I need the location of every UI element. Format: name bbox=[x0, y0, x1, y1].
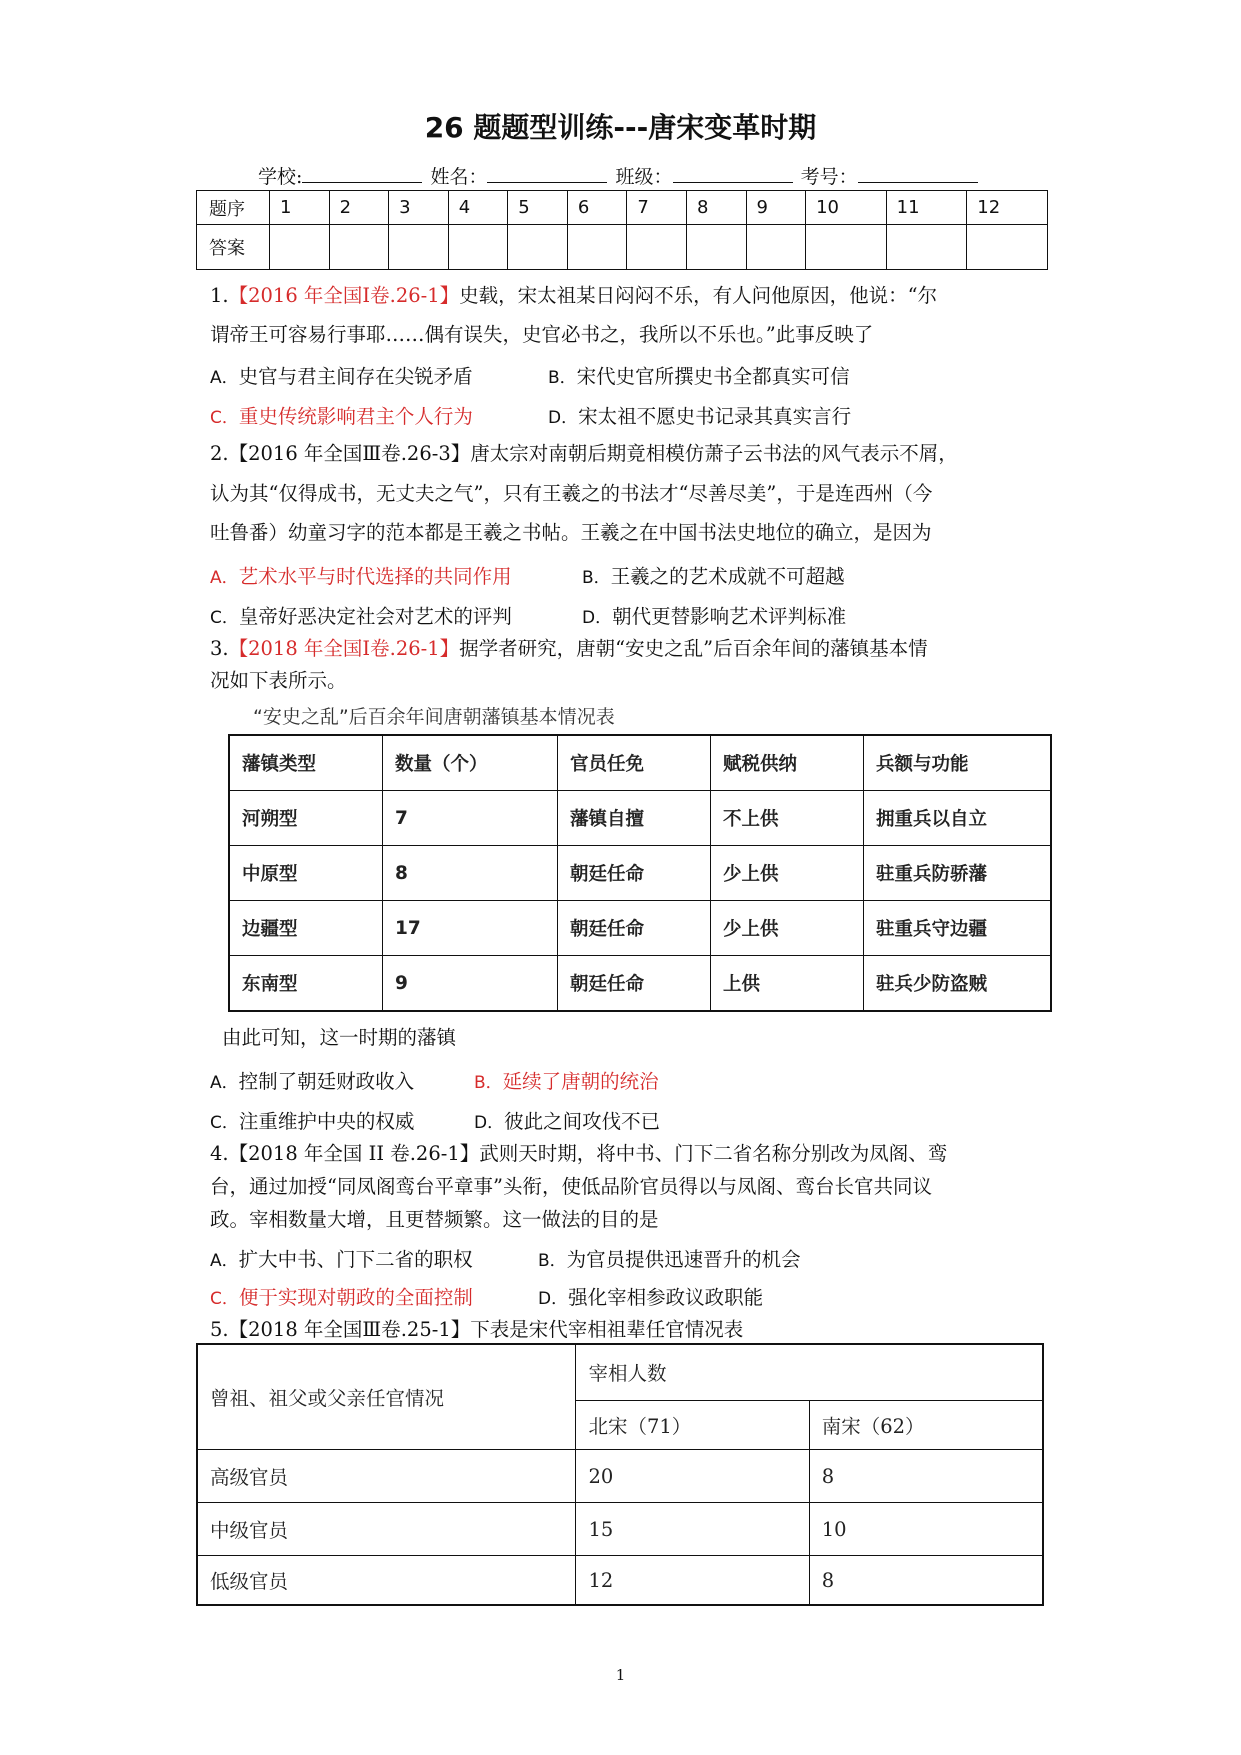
answer-grid-row-label: 题序 bbox=[197, 191, 270, 225]
page-title: 26 题题型训练---唐宋变革时期 bbox=[424, 111, 817, 144]
answer-cell[interactable] bbox=[806, 225, 887, 270]
table-cell: 上供 bbox=[711, 956, 864, 1012]
answer-cell[interactable] bbox=[329, 225, 389, 270]
table-cell: 10 bbox=[809, 1503, 1043, 1556]
question-number: 1. bbox=[210, 284, 229, 307]
table-cell: 驻重兵守边疆 bbox=[864, 901, 1052, 956]
table-header: 宰相人数 bbox=[576, 1344, 1043, 1400]
q1-option-d[interactable]: D．宋太祖不愿史书记录其真实言行 bbox=[548, 405, 852, 428]
question-3-line-1 bbox=[210, 632, 928, 666]
q4-option-a[interactable]: A．扩大中书、门下二省的职权 bbox=[210, 1248, 473, 1271]
table-header: 北宋（71） bbox=[576, 1400, 809, 1449]
table-cell: 8 bbox=[809, 1450, 1043, 1503]
answer-grid-number: 4 bbox=[448, 191, 508, 225]
table-header: 藩镇类型 bbox=[229, 735, 383, 791]
q3-option-b[interactable]: B．延续了唐朝的统治 bbox=[474, 1070, 659, 1093]
table-cell: 20 bbox=[576, 1450, 809, 1503]
class-label: 班级： bbox=[615, 166, 673, 188]
question-1-line-1 bbox=[210, 279, 937, 313]
q4-option-b[interactable]: B．为官员提供迅速晋升的机会 bbox=[538, 1248, 801, 1271]
table-cell: 低级官员 bbox=[197, 1556, 576, 1606]
answer-grid-number: 9 bbox=[746, 191, 806, 225]
question-3-line-2: 况如下表所示。 bbox=[210, 669, 347, 692]
question-stem: 史载，宋太祖某日闷闷不乐，有人问他原因，他说：“尔 bbox=[459, 284, 938, 307]
answer-cell[interactable] bbox=[270, 225, 330, 270]
fanzhen-table-caption: “安史之乱”后百余年间唐朝藩镇基本情况表 bbox=[253, 706, 615, 728]
q4-option-c[interactable]: C．便于实现对朝政的全面控制 bbox=[210, 1286, 473, 1309]
table-cell: 8 bbox=[383, 846, 558, 901]
table-row bbox=[197, 1556, 1043, 1606]
question-number: 5. bbox=[210, 1318, 229, 1341]
table-cell: 高级官员 bbox=[197, 1450, 576, 1503]
answer-cell[interactable] bbox=[389, 225, 449, 270]
question-source: 【2016 年全国Ⅲ卷.26-3】 bbox=[228, 442, 471, 465]
table-cell: 拥重兵以自立 bbox=[864, 791, 1052, 846]
question-number: 4. bbox=[210, 1142, 229, 1165]
answer-cell[interactable] bbox=[746, 225, 806, 270]
answer-grid-number: 2 bbox=[329, 191, 389, 225]
exam-no-blank[interactable] bbox=[858, 164, 978, 183]
table-cell: 东南型 bbox=[229, 956, 383, 1012]
table-cell: 7 bbox=[383, 791, 558, 846]
table-cell: 边疆型 bbox=[229, 901, 383, 956]
exam-no-label: 考号： bbox=[800, 166, 858, 188]
table-header: 兵额与功能 bbox=[864, 735, 1052, 791]
answer-grid-number: 11 bbox=[886, 191, 967, 225]
table-cell: 朝廷任命 bbox=[558, 846, 711, 901]
table-cell: 河朔型 bbox=[229, 791, 383, 846]
answer-cell[interactable] bbox=[448, 225, 508, 270]
answer-cell[interactable] bbox=[567, 225, 627, 270]
question-source: 【2018 年全国 II 卷.26-1】 bbox=[228, 1142, 480, 1165]
answer-grid-number: 7 bbox=[627, 191, 687, 225]
school-blank[interactable] bbox=[302, 164, 422, 183]
question-number: 3. bbox=[210, 637, 229, 660]
answer-cell[interactable] bbox=[627, 225, 687, 270]
question-stem: 下表是宋代宰相祖辈任官情况表 bbox=[470, 1318, 744, 1341]
answer-grid-number: 6 bbox=[567, 191, 627, 225]
table-cell: 不上供 bbox=[711, 791, 864, 846]
question-1-line-2: 谓帝王可容易行事耶……偶有误失，史官必书之，我所以不乐也。”此事反映了 bbox=[210, 323, 874, 346]
table-row bbox=[197, 1450, 1043, 1503]
table-row bbox=[229, 846, 1051, 901]
answer-grid bbox=[196, 190, 1048, 270]
name-label: 姓名： bbox=[430, 166, 488, 188]
table-row bbox=[229, 791, 1051, 846]
table-cell: 朝廷任命 bbox=[558, 956, 711, 1012]
q2-option-c[interactable]: C．皇帝好恶决定社会对艺术的评判 bbox=[210, 605, 512, 628]
q2-option-a[interactable]: A．艺术水平与时代选择的共同作用 bbox=[210, 565, 512, 588]
table-cell: 9 bbox=[383, 956, 558, 1012]
q2-option-d[interactable]: D．朝代更替影响艺术评判标准 bbox=[582, 605, 847, 628]
answer-cell[interactable] bbox=[967, 225, 1048, 270]
table-header: 数量（个） bbox=[383, 735, 558, 791]
table-cell: 中原型 bbox=[229, 846, 383, 901]
question-stem: 武则天时期，将中书、门下二省名称分别改为凤阁、鸾 bbox=[479, 1142, 948, 1165]
q2-option-b[interactable]: B．王羲之的艺术成就不可超越 bbox=[582, 565, 845, 588]
table-header: 官员任免 bbox=[558, 735, 711, 791]
table-cell: 少上供 bbox=[711, 901, 864, 956]
table-header: 曾祖、祖父或父亲任官情况 bbox=[197, 1344, 576, 1450]
q1-option-a[interactable]: A．史官与君主间存在尖锐矛盾 bbox=[210, 365, 473, 388]
question-stem: 据学者研究，唐朝“安史之乱”后百余年间的藩镇基本情 bbox=[459, 637, 928, 660]
question-number: 2. bbox=[210, 442, 229, 465]
q1-option-b[interactable]: B．宋代史官所撰史书全都真实可信 bbox=[548, 365, 850, 388]
table-cell: 驻重兵防骄藩 bbox=[864, 846, 1052, 901]
q4-option-d[interactable]: D．强化宰相参政议政职能 bbox=[538, 1286, 764, 1309]
table-cell: 15 bbox=[576, 1503, 809, 1556]
table-row bbox=[197, 1503, 1043, 1556]
question-source: 【2016 年全国Ⅰ卷.26-1】 bbox=[228, 284, 460, 307]
q3-option-a[interactable]: A．控制了朝廷财政收入 bbox=[210, 1070, 415, 1093]
question-2-line-1 bbox=[210, 437, 958, 471]
q3-option-d[interactable]: D．彼此之间攻伐不已 bbox=[474, 1110, 661, 1133]
answer-cell[interactable] bbox=[508, 225, 568, 270]
table-cell: 中级官员 bbox=[197, 1503, 576, 1556]
table-cell: 17 bbox=[383, 901, 558, 956]
page-number: 1 bbox=[615, 1666, 626, 1684]
answer-cell[interactable] bbox=[686, 225, 746, 270]
question-4-line-1 bbox=[210, 1137, 947, 1171]
answer-grid-number: 10 bbox=[806, 191, 887, 225]
answer-grid-number: 3 bbox=[389, 191, 449, 225]
answer-grid-number: 1 bbox=[270, 191, 330, 225]
table-row bbox=[229, 956, 1051, 1012]
answer-cell[interactable] bbox=[886, 225, 967, 270]
answer-grid-number: 5 bbox=[508, 191, 568, 225]
q3-option-c[interactable]: C．注重维护中央的权威 bbox=[210, 1110, 415, 1133]
table-cell: 8 bbox=[809, 1556, 1043, 1606]
question-4-line-2: 台，通过加授“同凤阁鸾台平章事”头衔，使低品阶官员得以与凤阁、鸾台长官共同议 bbox=[210, 1175, 932, 1198]
question-2-line-2: 认为其“仅得成书，无丈夫之气”，只有王羲之的书法才“尽善尽美”，于是连西州（今 bbox=[210, 482, 933, 505]
question-stem: 唐太宗对南朝后期竟相模仿萧子云书法的风气表示不屑， bbox=[470, 442, 958, 465]
answer-grid-number: 8 bbox=[686, 191, 746, 225]
question-5-line-1 bbox=[210, 1313, 743, 1347]
table-row bbox=[229, 901, 1051, 956]
fanzhen-table bbox=[228, 734, 1052, 1012]
table-header-row bbox=[229, 735, 1051, 791]
answer-grid-number: 12 bbox=[967, 191, 1048, 225]
question-source: 【2018 年全国Ⅰ卷.26-1】 bbox=[228, 637, 460, 660]
table-header: 南宋（62） bbox=[809, 1400, 1043, 1449]
answer-grid-row-label: 答案 bbox=[197, 225, 270, 270]
table-header: 赋税供纳 bbox=[711, 735, 864, 791]
question-4-line-3: 政。宰相数量大增，且更替频繁。这一做法的目的是 bbox=[210, 1208, 659, 1231]
table-cell: 驻兵少防盗贼 bbox=[864, 956, 1052, 1012]
table-cell: 少上供 bbox=[711, 846, 864, 901]
question-source: 【2018 年全国Ⅲ卷.25-1】 bbox=[228, 1318, 471, 1341]
table-cell: 12 bbox=[576, 1556, 809, 1606]
q1-option-c[interactable]: C．重史传统影响君主个人行为 bbox=[210, 405, 473, 428]
school-label: 学校: bbox=[258, 166, 303, 188]
song-chancellor-table bbox=[196, 1343, 1044, 1606]
table-cell: 藩镇自擅 bbox=[558, 791, 711, 846]
name-blank[interactable] bbox=[487, 164, 607, 183]
question-3-stem-after: 由此可知，这一时期的藩镇 bbox=[222, 1026, 457, 1049]
table-cell: 朝廷任命 bbox=[558, 901, 711, 956]
question-2-line-3: 吐鲁番）幼童习字的范本都是王羲之书帖。王羲之在中国书法史地位的确立，是因为 bbox=[210, 521, 932, 544]
student-info-line bbox=[258, 162, 980, 189]
class-blank[interactable] bbox=[673, 164, 793, 183]
